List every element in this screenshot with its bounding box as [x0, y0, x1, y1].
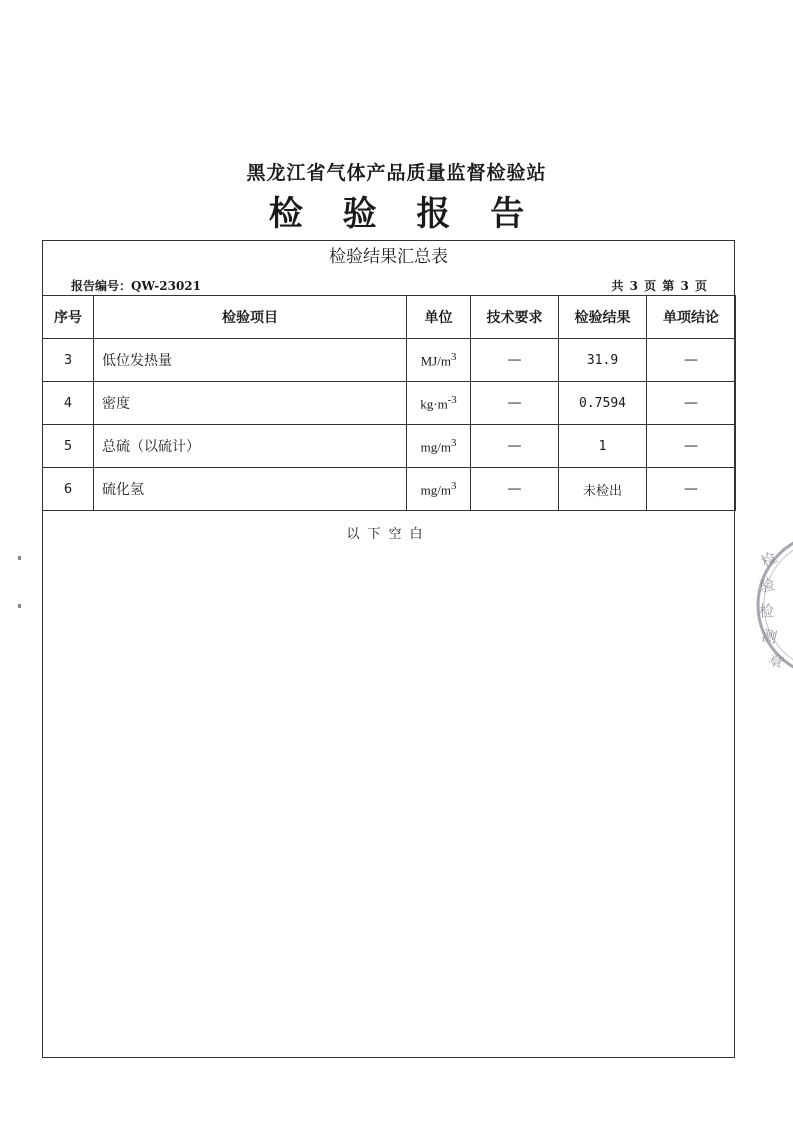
row-result: 1 — [559, 425, 647, 468]
report-number: 报告编号：QW-23021 — [71, 279, 202, 293]
table-row — [43, 339, 736, 382]
svg-text:检: 检 — [758, 548, 781, 572]
row-item: 总硫（以硫计） — [94, 425, 407, 468]
row-unit — [407, 339, 471, 382]
row-seq: 5 — [43, 425, 94, 468]
unit-base: MJ/m — [420, 353, 451, 369]
row-conclusion: — — [647, 425, 736, 468]
organization-title: 黑龙江省气体产品质量监督检验站 — [246, 162, 547, 184]
table-row — [43, 425, 736, 468]
svg-text:检: 检 — [759, 602, 775, 620]
unit-exponent: -3 — [447, 393, 457, 406]
row-item: 硫化氢 — [94, 468, 407, 511]
row-result: 31.9 — [559, 339, 647, 382]
results-table — [42, 295, 736, 511]
unit-exponent: 3 — [450, 350, 457, 363]
row-item: 低位发热量 — [94, 339, 407, 382]
row-requirement: — — [471, 339, 559, 382]
row-unit — [407, 382, 471, 425]
column-header-result: 检验结果 — [559, 296, 647, 339]
row-requirement: — — [471, 468, 559, 511]
row-item: 密度 — [94, 382, 407, 425]
column-header-seq: 序号 — [43, 296, 94, 339]
column-header-item: 检验项目 — [94, 296, 407, 339]
svg-text:验: 验 — [758, 575, 777, 596]
page-info: 共 3 页 第 3 页 — [611, 279, 708, 293]
report-meta-row — [43, 275, 734, 295]
row-requirement: — — [471, 425, 559, 468]
unit-base: mg/m — [420, 439, 451, 455]
row-result: 未检出 — [559, 468, 647, 511]
official-seal-stamp — [755, 520, 793, 690]
report-title: 检 验 报 告 — [268, 194, 539, 234]
unit-base: mg/m — [420, 482, 451, 498]
row-conclusion: — — [647, 382, 736, 425]
row-unit — [407, 468, 471, 511]
row-seq: 3 — [43, 339, 94, 382]
scan-mark — [18, 604, 21, 608]
row-conclusion: — — [647, 339, 736, 382]
row-seq: 4 — [43, 382, 94, 425]
column-header-unit: 单位 — [407, 296, 471, 339]
row-requirement: — — [471, 382, 559, 425]
summary-table-title: 检验结果汇总表 — [329, 247, 448, 267]
table-row — [43, 468, 736, 511]
scan-mark — [18, 556, 21, 560]
row-seq: 6 — [43, 468, 94, 511]
row-conclusion: — — [647, 468, 736, 511]
unit-base: kg·m — [420, 396, 448, 412]
svg-text:章: 章 — [765, 649, 787, 673]
column-header-conclusion: 单项结论 — [647, 296, 736, 339]
unit-exponent: 3 — [450, 479, 457, 492]
table-row — [43, 382, 736, 425]
svg-text:测: 测 — [760, 626, 779, 648]
row-result: 0.7594 — [559, 382, 647, 425]
summary-frame — [42, 240, 735, 1058]
column-header-requirement: 技术要求 — [471, 296, 559, 339]
row-unit — [407, 425, 471, 468]
table-header-row — [43, 296, 736, 339]
blank-below-note: 以下空白 — [346, 527, 431, 542]
unit-exponent: 3 — [450, 436, 457, 449]
